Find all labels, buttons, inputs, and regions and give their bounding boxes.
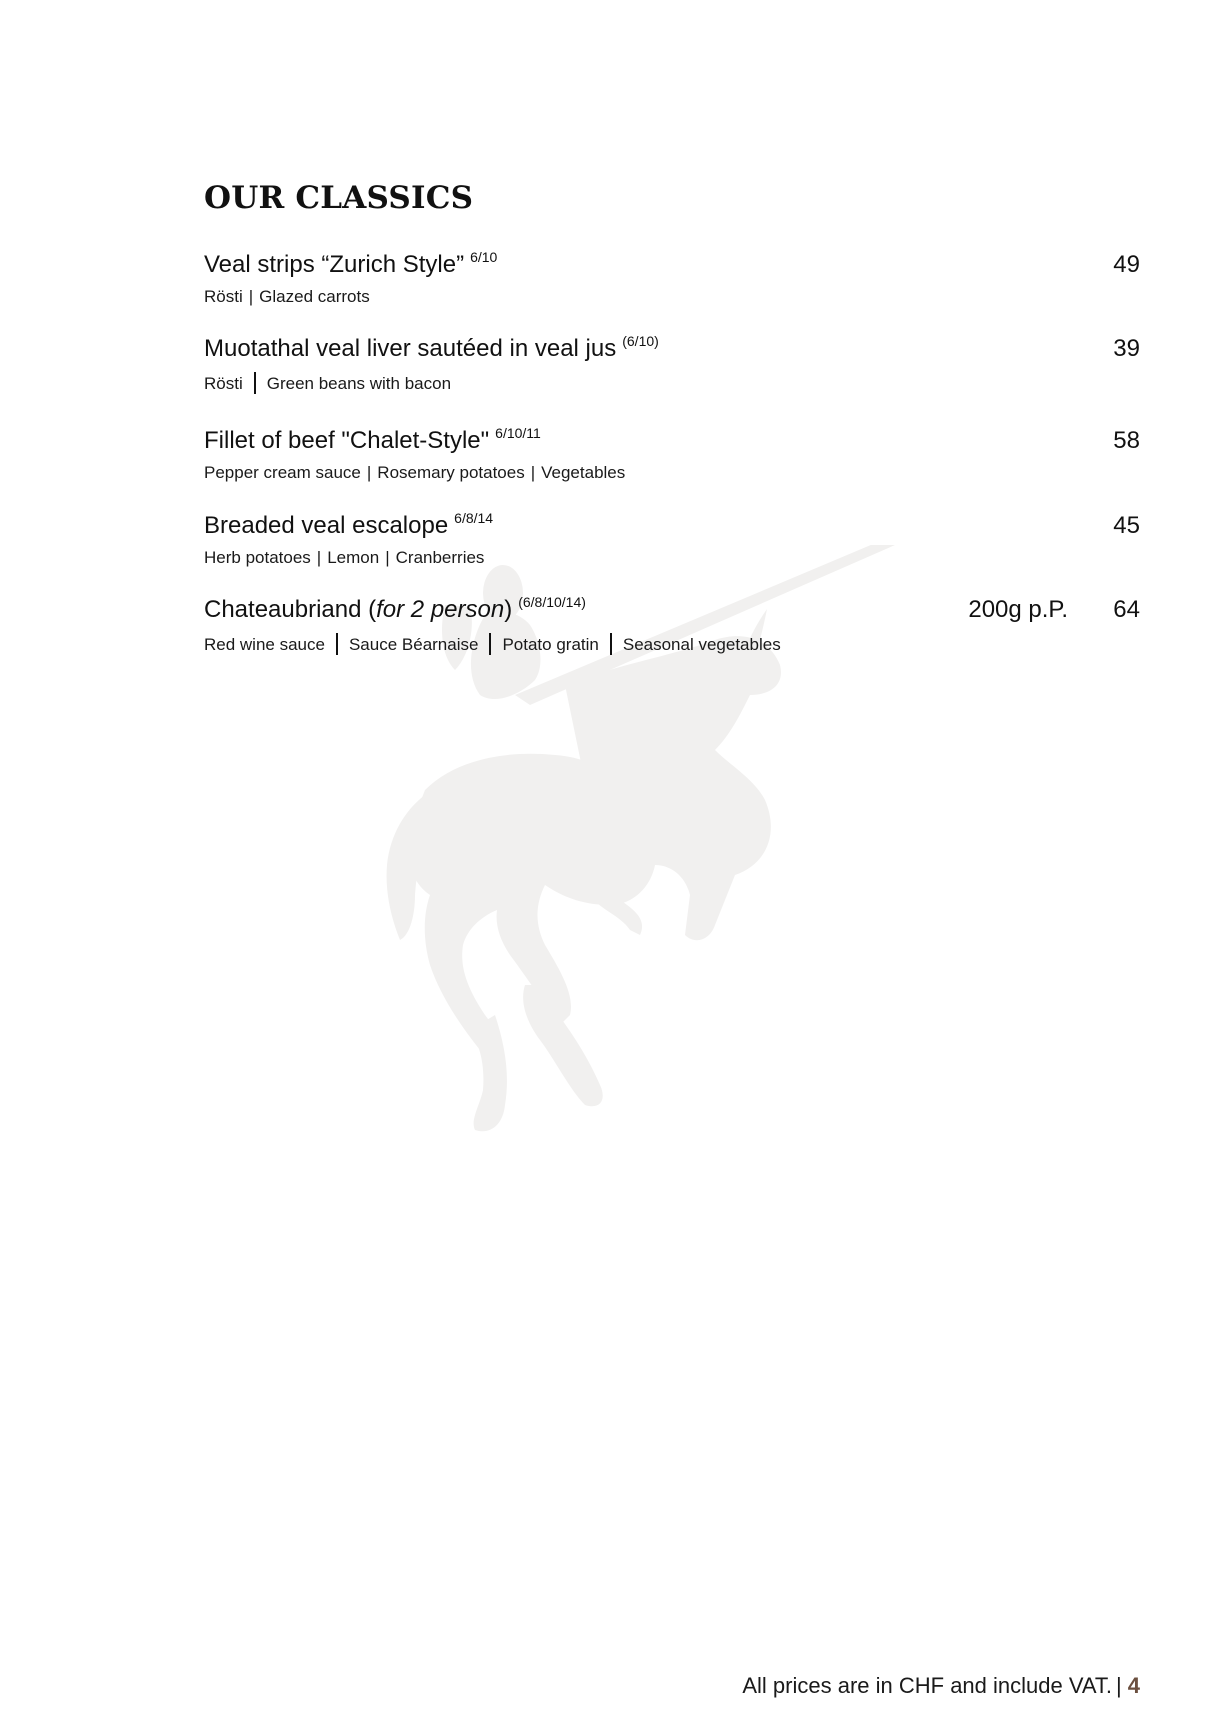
side-dish: Rösti: [204, 374, 243, 393]
menu-item-veal-strips: [204, 250, 1140, 308]
side-dish: Pepper cream sauce: [204, 463, 361, 482]
separator: [254, 372, 256, 394]
item-description: [204, 633, 1140, 656]
side-dish: Vegetables: [541, 463, 626, 482]
separator: |: [366, 463, 372, 482]
side-dish: Potato gratin: [502, 635, 599, 654]
item-title: Veal strips “Zurich Style”: [204, 251, 465, 278]
item-portion: 200g p.P.: [968, 596, 1068, 623]
menu-item-breaded-veal-escalope: [204, 511, 1140, 569]
item-name: [204, 250, 1140, 282]
menu-item-chateaubriand: [204, 595, 1140, 656]
page-footer: [742, 1672, 1140, 1700]
item-title: Fillet of beef "Chalet-Style": [204, 427, 490, 454]
menu-item-veal-liver: [204, 334, 1140, 395]
side-dish: Red wine sauce: [204, 635, 325, 654]
side-dish: Rösti: [204, 287, 243, 306]
item-description: [204, 462, 1140, 484]
side-dish: Green beans with bacon: [266, 374, 452, 393]
page-number: 4: [1127, 1673, 1140, 1698]
section-title: OUR CLASSICS: [204, 180, 474, 216]
side-dish: Sauce Béarnaise: [348, 635, 479, 654]
side-dish: Seasonal vegetables: [622, 635, 781, 654]
item-title: Muotathal veal liver sautéed in veal jus: [204, 335, 617, 362]
allergen-codes: 6/10/11: [495, 425, 541, 441]
item-name: [204, 511, 1140, 543]
item-price: 64: [1113, 596, 1140, 623]
side-dish: Lemon: [327, 548, 380, 567]
separator: |: [385, 548, 390, 567]
item-title-italic: for 2 person: [376, 596, 505, 623]
item-name: [204, 334, 1140, 366]
separator: [610, 633, 612, 655]
side-dish: Cranberries: [395, 548, 485, 567]
side-dish: Glazed carrots: [259, 287, 370, 306]
side-dish: Rosemary potatoes: [377, 463, 525, 482]
item-price: 58: [1113, 427, 1140, 454]
allergen-codes: 6/8/14: [454, 510, 494, 526]
item-price: 39: [1113, 335, 1140, 362]
menu-item-fillet-of-beef: [204, 426, 1140, 484]
separator: |: [316, 548, 322, 567]
item-title-end: ): [504, 596, 513, 623]
side-dish: Herb potatoes: [204, 548, 311, 567]
separator: [489, 633, 491, 655]
item-description: [204, 372, 1140, 395]
allergen-codes: 6/10: [470, 249, 498, 265]
item-title: Breaded veal escalope: [204, 512, 449, 539]
footer-note: All prices are in CHF and include VAT.: [742, 1673, 1113, 1698]
item-title: Chateaubriand (: [204, 596, 377, 623]
footer-separator: |: [1116, 1673, 1122, 1698]
allergen-codes: (6/8/10/14): [518, 594, 586, 610]
item-description: [204, 286, 1140, 308]
item-price: 49: [1113, 251, 1140, 278]
separator: |: [248, 287, 254, 306]
item-description: [204, 547, 1140, 569]
item-name: [204, 426, 1140, 458]
item-price: 45: [1113, 512, 1140, 539]
separator: |: [530, 463, 536, 482]
allergen-codes: (6/10): [622, 333, 659, 349]
separator: [336, 633, 338, 655]
